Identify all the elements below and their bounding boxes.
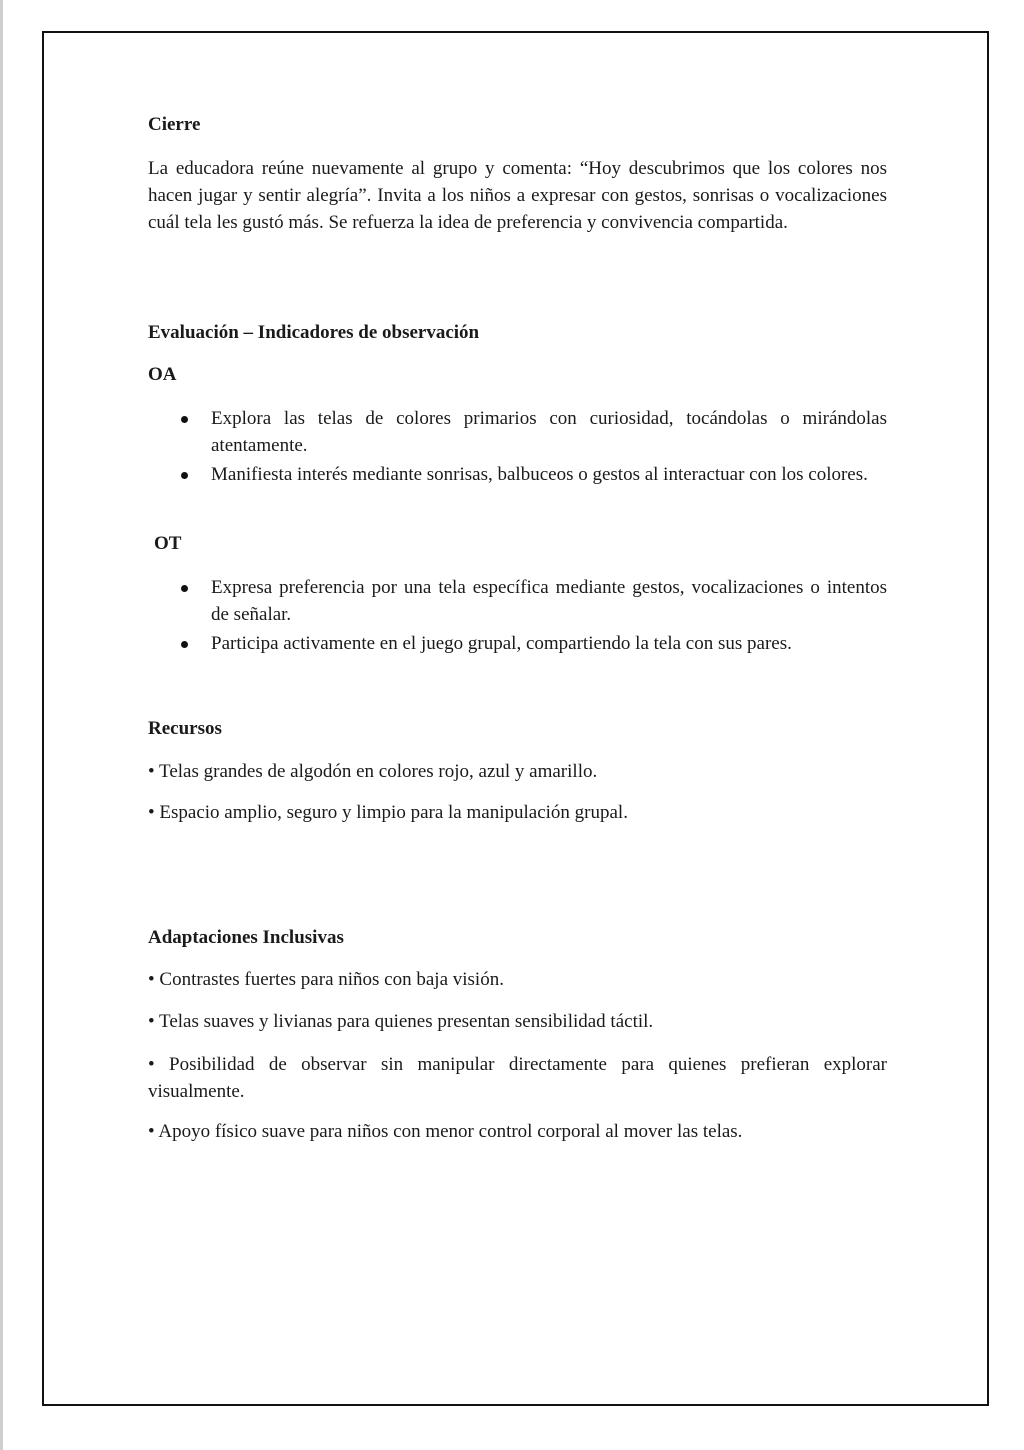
adaptaciones-item: • Posibilidad de observar sin manipular directamente para quienes prefieran explorar visualmente. xyxy=(148,1054,887,1102)
ot-label: OT xyxy=(154,533,182,554)
recursos-item: • Telas grandes de algodón en colores rojo, azul y amarillo. xyxy=(148,761,598,782)
adaptaciones-item: • Contrastes fuertes para niños con baja visión. xyxy=(148,969,504,990)
bullet-icon xyxy=(181,416,188,423)
ot-indicator-item xyxy=(148,630,887,657)
adaptaciones-heading: Adaptaciones Inclusivas xyxy=(148,927,344,948)
adaptaciones-item: • Apoyo físico suave para niños con menor control corporal al mover las telas. xyxy=(148,1121,743,1142)
ot-indicator-list xyxy=(148,574,887,659)
evaluacion-heading: Evaluación – Indicadores de observación xyxy=(148,322,480,343)
oa-label: OA xyxy=(148,364,177,385)
cierre-paragraph: La educadora reúne nuevamente al grupo y comenta: “Hoy descubrimos que los colores nos hacen jugar y sentir alegría”. Invita a los niños a expresar con gestos, sonrisas o vocalizaciones cuál tela les gustó más. Se refuerza la idea de preferencia y convivencia compartida. xyxy=(148,158,887,233)
bullet-icon xyxy=(181,641,188,648)
left-edge-strip xyxy=(0,0,3,1450)
ot-indicator-text: Expresa preferencia por una tela específica mediante gestos, vocalizaciones o intentos de señalar. xyxy=(211,577,887,625)
bullet-icon xyxy=(181,472,188,479)
oa-indicator-item xyxy=(148,461,887,488)
oa-indicator-item xyxy=(148,405,887,459)
bullet-icon xyxy=(181,585,188,592)
ot-indicator-item xyxy=(148,574,887,628)
ot-indicator-text: Participa activamente en el juego grupal, compartiendo la tela con sus pares. xyxy=(211,633,792,654)
recursos-heading: Recursos xyxy=(148,718,222,739)
cierre-heading: Cierre xyxy=(148,114,201,135)
adaptaciones-item: • Telas suaves y livianas para quienes presentan sensibilidad táctil. xyxy=(148,1011,654,1032)
oa-indicator-text: Manifiesta interés mediante sonrisas, balbuceos o gestos al interactuar con los colores. xyxy=(211,464,868,485)
recursos-item: • Espacio amplio, seguro y limpio para la manipulación grupal. xyxy=(148,802,628,823)
oa-indicator-text: Explora las telas de colores primarios con curiosidad, tocándolas o mirándolas atentamente. xyxy=(211,408,887,456)
oa-indicator-list xyxy=(148,405,887,490)
